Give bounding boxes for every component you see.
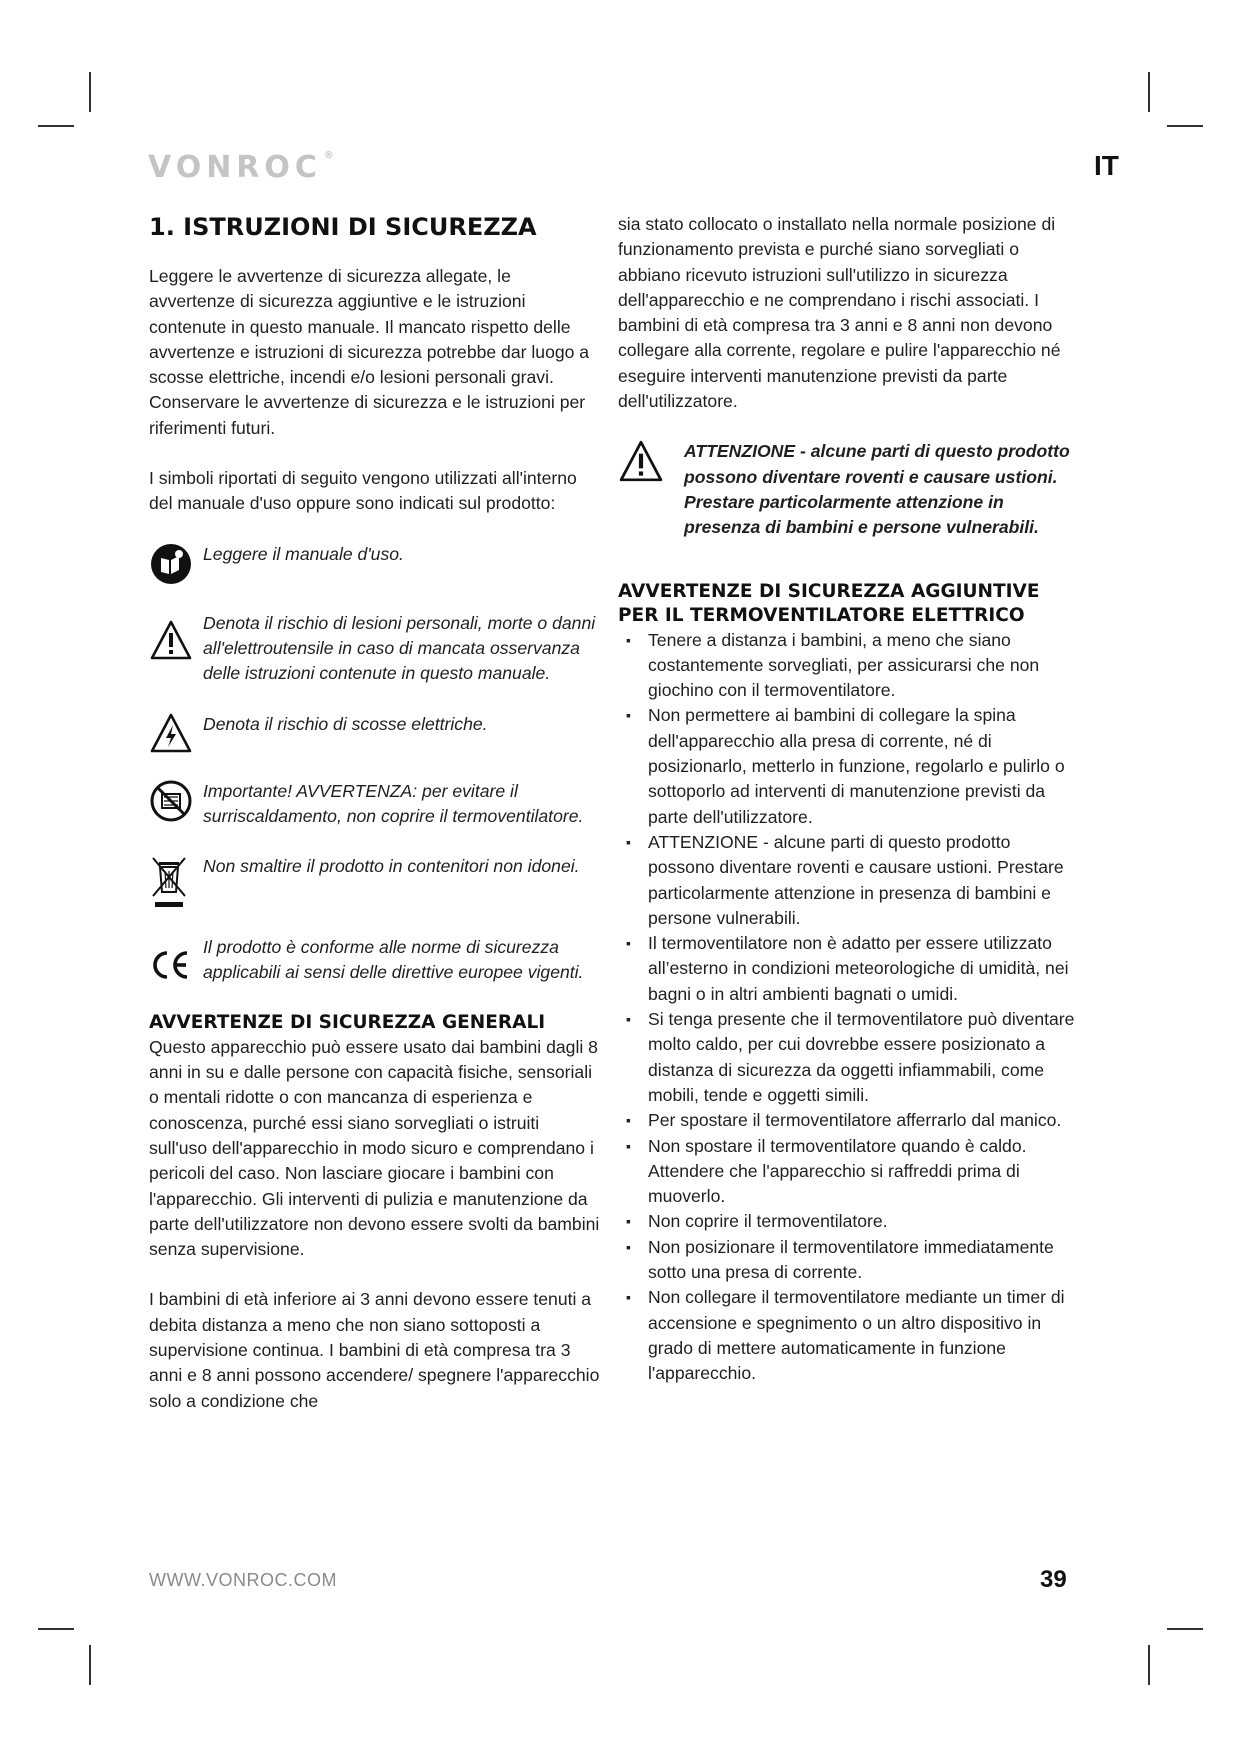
attention-text: ATTENZIONE - alcune parti di questo prodotto possono diventare roventi e causare ustioni. Prestare particolarmente attenzione in presenza di bambini e persone vulnerabili.: [684, 441, 1070, 538]
attention-box: [618, 439, 1078, 540]
list-item: ▪ Non permettere ai bambini di collegare la spina dell'apparecchio alla presa di corrente, né di posizionarlo, metterlo in funzione, regolarlo e pulirlo o sottoporlo ad interventi di manutenzione previsti da parte dell'utilizzatore.: [618, 703, 1078, 829]
ce-mark-icon: [149, 949, 193, 981]
list-item: ▪ Non coprire il termoventilatore.: [618, 1209, 1078, 1234]
symbol-text: Importante! AVVERTENZA: per evitare il surriscaldamento, non coprire il termoventilatore.: [203, 780, 584, 826]
symbol-text: Leggere il manuale d'uso.: [203, 543, 404, 564]
crop-mark: [1167, 125, 1203, 127]
general-heading: AVVERTENZE DI SICUREZZA GENERALI: [149, 1011, 546, 1033]
footer-url[interactable]: WWW.VONROC.COM: [149, 1570, 337, 1590]
right-column: [618, 212, 1078, 1386]
symbol-text: Non smaltire il prodotto in contenitori non idonei.: [203, 856, 580, 877]
list-item: ▪ Per spostare il termoventilatore afferrarlo dal manico.: [618, 1108, 1078, 1133]
symbol-disposal: [149, 854, 601, 910]
warning-triangle-icon: [618, 439, 664, 483]
intro-paragraph: Leggere le avvertenze di sicurezza allegate, le avvertenze di sicurezza aggiuntive e le istruzioni contenute in questo manuale. Il mancato rispetto delle avvertenze e istruzioni di sicurezza potrebbe dar luogo a scosse elettriche, incendi e/o lesioni personali gravi. Conservare le avvertenze di sicurezza e le istruzioni per riferimenti futuri.: [149, 266, 590, 438]
crop-mark: [38, 125, 74, 127]
crop-mark: [38, 1628, 74, 1630]
list-item: ▪ Non spostare il termoventilatore quando è caldo. Attendere che l'apparecchio si raffreddi prima di muoverlo.: [618, 1134, 1078, 1210]
general-paragraph-2: I bambini di età inferiore ai 3 anni devono essere tenuti a debita distanza a meno che non siano sottoposti a supervisione continua. I bambini di età compresa tra 3 anni e 8 anni possono accendere/ spegnere l'apparecchio solo a condizione che: [149, 1289, 600, 1411]
brand-logo-text: VONROC: [148, 150, 322, 185]
symbol-electric-shock: [149, 712, 601, 754]
symbol-warning: [149, 611, 601, 687]
list-item: ▪ Il termoventilatore non è adatto per essere utilizzato all’esterno in condizioni meteorologiche di umidità, nei bagni o in altri ambienti bagnati o umidi.: [618, 931, 1078, 1007]
symbol-ce: [149, 935, 601, 986]
symbol-read-manual: [149, 542, 601, 586]
list-item: ▪ ATTENZIONE - alcune parti di questo prodotto possono diventare roventi e causare ustioni. Prestare particolarmente attenzione in presenza di bambini e persone vulnerabili.: [618, 830, 1078, 931]
symbol-text: Denota il rischio di scosse elettriche.: [203, 713, 488, 734]
symbol-text: Il prodotto è conforme alle norme di sicurezza applicabili ai sensi delle direttive europee vigenti.: [203, 937, 584, 983]
symbol-text: Denota il rischio di lesioni personali, morte o danni all'elettroutensile in caso di mancata osservanza delle istruzioni contenute in questo manuale.: [203, 612, 596, 684]
symbol-do-not-cover: [149, 779, 601, 830]
list-item: ▪ Tenere a distanza i bambini, a meno che siano costantemente sorvegliati, per assicurarsi che non giochino con il termoventilatore.: [618, 628, 1078, 704]
left-column: [149, 212, 601, 1414]
page-number: 39: [1040, 1566, 1067, 1593]
crop-mark: [1148, 1645, 1150, 1685]
language-code: IT: [1094, 150, 1119, 181]
brand-logo: VONROC ®: [148, 150, 334, 185]
crop-mark: [1148, 72, 1150, 112]
list-item: ▪ Non posizionare il termoventilatore immediatamente sotto una presa di corrente.: [618, 1235, 1078, 1286]
symbols-intro: I simboli riportati di seguito vengono utilizzati all'interno del manuale d'uso oppure sono indicati sul prodotto:: [149, 468, 577, 514]
additional-heading-line-1: AVVERTENZE DI SICUREZZA AGGIUNTIVE: [618, 580, 1040, 602]
electric-shock-icon: [149, 712, 193, 754]
list-item: ▪ Non collegare il termoventilatore mediante un timer di accensione e spegnimento o un altro dispositivo in grado di mettere automaticamente in funzione l'apparecchio.: [618, 1285, 1078, 1386]
crop-mark: [89, 1645, 91, 1685]
crossed-bin-icon: [149, 854, 189, 910]
list-item: ▪ Si tenga presente che il termoventilatore può diventare molto caldo, per cui dovrebbe essere posizionato a distanza di sicurezza da oggetti infiammabili, come mobili, tende e oggetti simili.: [618, 1007, 1078, 1108]
read-manual-icon: [149, 542, 193, 586]
warning-triangle-icon: [149, 619, 193, 661]
section-title: 1. ISTRUZIONI DI SICUREZZA: [149, 213, 537, 241]
continuation-paragraph: sia stato collocato o installato nella normale posizione di funzionamento prevista e purché siano sorvegliati o abbiano ricevuto istruzioni sull'utilizzo in sicurezza dell'apparecchio e ne comprendano i rischi associati. I bambini di età compresa tra 3 anni e 8 anni non devono collegare alla corrente, regolare e pulire l'apparecchio né eseguire interventi manutenzione previsti da parte dell'utilizzatore.: [618, 214, 1061, 412]
additional-warnings-list: [618, 628, 1078, 1387]
do-not-cover-icon: [149, 779, 193, 823]
crop-mark: [1167, 1628, 1203, 1630]
general-paragraph-1: Questo apparecchio può essere usato dai bambini dagli 8 anni in su e dalle persone con capacità fisiche, sensoriali o mentali ridotte o con mancanza di esperienza e conoscenza, purché essi siano sorvegliati o istruiti sull'uso dell'apparecchio in modo sicuro e comprendano i pericoli del caso. Non lasciare giocare i bambini con l'apparecchio. Gli interventi di pulizia e manutenzione da parte dell'utilizzatore non devono essere svolti da bambini senza supervisione.: [149, 1036, 600, 1260]
additional-heading-line-2: PER IL TERMOVENTILATORE ELETTRICO: [618, 604, 1025, 626]
crop-mark: [89, 72, 91, 112]
